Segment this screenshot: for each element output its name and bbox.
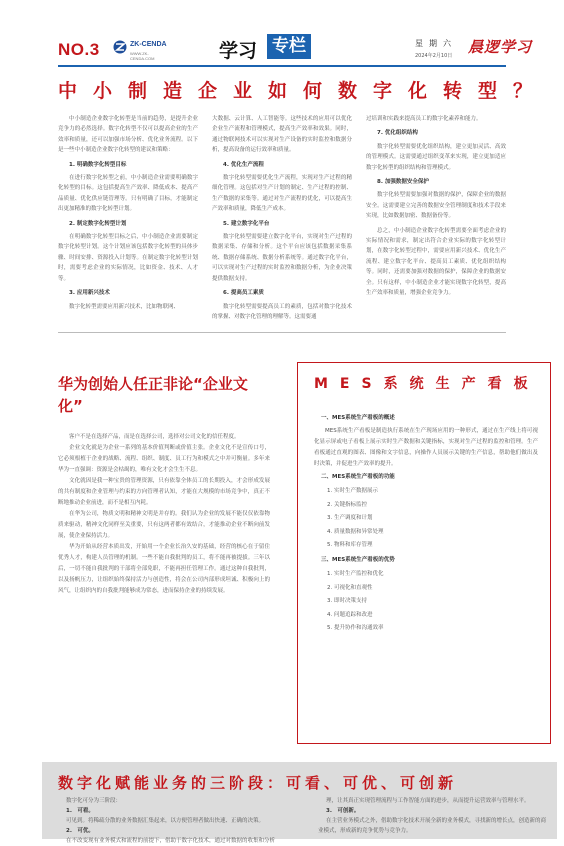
article3-body: [314, 411, 538, 636]
paragraph: 数字化转型需要应用新兴技术，比如物联网、: [69, 303, 180, 310]
list-item: 1. 实时生产监控和优化: [327, 570, 384, 577]
paragraph: 数字化可分为三阶段：: [66, 798, 122, 804]
masthead: [0, 0, 564, 66]
mes-article-box: [297, 362, 551, 744]
article2-body: [58, 432, 270, 750]
section-divider: [58, 332, 506, 333]
article3-title: MES系统生产看板: [314, 376, 540, 392]
brand-title: 晨逻学习: [468, 38, 533, 56]
paragraph: 数字化转型需要建立数字化平台，实现对生产过程的数据采集、存储和分析。这个平台应该包括数据采集系统、数据存储系统、数据分析系统等。通过数字化平台，可以实现对生产过程的实时监控和数据分析，为企业决策提供数据支持。: [212, 234, 352, 282]
list-item: 4. 质量数据和异常处理: [327, 528, 384, 535]
list-item: 2. 关键指标监控: [327, 501, 367, 508]
list-item: 2. 可视化和直观性: [327, 584, 373, 591]
section-heading: 6. 提高员工素质: [223, 290, 264, 297]
list-item: 5. 提升协作和沟通效率: [327, 625, 384, 632]
paragraph: 中小制造企业数字化转型是当前的趋势，是提升企业竞争力的必然选择。数字化转型不仅可以提高企业的生产效率和质量，还可以加强市场分析、优化业务流程。以下是一些中小制造企业数字化转型的建议和策略：: [58, 116, 198, 154]
list-item: 3. 即时决策支持: [327, 598, 367, 605]
paragraph: MES系统生产看板是制造执行系统在生产现场应用的一种形式，通过在生产线上将可视化显示屏或电子看板上展示实时生产数据和关键指标，实现对生产过程的监控和管理。生产看板通过直观的图表、图像和文字信息，向操作人员展示关键的生产信息，帮助他们做出及时决策，并促进生产效率的提升。: [314, 428, 538, 467]
paragraph: 大数据、云计算、人工智能等。这些技术的应用可以优化企业生产流程和管理模式，提高生产效率和效果。同时，通过物联网技术可以实现对生产设备的实时监控和数据分析，提高设备的运行效率和质量。: [212, 116, 352, 154]
section-heading: 7. 优化组织结构: [377, 130, 418, 137]
paragraph: 数字化转型需要优化生产流程，实现对生产过程的精细化管理。这包括对生产计划的制定、生产过程的控制、生产数据的采集等。通过对生产流程的优化，可以提高生产效率和质量，降低生产成本。: [212, 175, 352, 213]
section-heading: 1. 明确数字化转型目标: [69, 161, 127, 168]
article4-column-2: [318, 796, 548, 839]
article4-body: [58, 796, 548, 844]
paragraph: 企业文化就是为企业一系列的基本价值判断或价值主张。企业文化不是宣传口号，它必须根植于企业的战略、流程、组织、制度、员工行为和模式之中并可衡量。多年来华为一直强调：资源是会枯竭的，唯有文化才会生生不息。: [58, 445, 270, 473]
article4-title: 数字化赋能业务的三阶段：可看、可优、可创新: [58, 774, 458, 792]
masthead-rule: [58, 65, 506, 67]
article4-column-1: [58, 796, 288, 844]
list-item: 1. 实时生产数据展示: [327, 488, 378, 494]
issue-number: NO.3: [58, 40, 100, 59]
article1-column-1: [58, 114, 198, 322]
column-title: 学习: [219, 40, 258, 62]
weekday: 星期六: [415, 39, 457, 48]
paragraph: 数字化转型需要优化组织结构，建立更加灵活、高效的管理模式。这需要通过组织变革来实现，建立更加适应数字化转型的组织结构和管理模式。: [366, 143, 506, 171]
column-tag: 专栏: [267, 34, 311, 59]
article1-column-2: [212, 114, 352, 322]
paragraph: 华为开始从经营本质出发，开始用一个企业长治久安的基础，经营的核心在于留住优秀人才，构建人员管理的机制。一些不能自我批判的员工，将不能再被提拔。三年以后，一切不能自我批判的干部将全部免职，不能再担任管理工作。通过这种自我批判，以及扬帆压力，让组织始终保持活力与创造性，将会在公司内部形成坦诚、积极向上的风气，让组织内的自我批判能够成为常态，进而保持企业的持续发展。: [58, 544, 270, 594]
paragraph: 在华为公司，物质文明和精神文明是并存的。我们认为企业的发展不能仅仅依靠物质来驱动，精神文化同样至关重要，只有这两者都有效结合，才能推动企业不断向前发展，使企业保持活力。: [58, 511, 270, 539]
section-heading: 4. 优化生产流程: [223, 161, 264, 168]
section-heading: 3. 可创新。: [326, 808, 360, 814]
section-heading: 2. 制定数字化转型计划: [69, 220, 127, 227]
list-item: 5. 物料和库存管理: [327, 542, 373, 549]
paragraph: 可见到。将稀疏分散的业务数据汇集起来，以方便管理者做出快速、正确的决策。: [66, 818, 265, 824]
issue-date: 2024年2月10日: [415, 53, 453, 59]
article1-column-3: [366, 114, 506, 322]
section-heading: 二、MES系统生产看板的功能: [321, 474, 395, 480]
paragraph: 在进行数字化转型之前，中小制造企业需要明确数字化转型的目标。这包括提高生产效率、降低成本、提高产品质量、优化供应链管理等。只有明确了目标，才能制定出更加精准的数字化转型计划。: [58, 175, 198, 213]
section-heading: 1. 可看。: [66, 808, 94, 814]
logo-name: ZK-CENDA: [130, 41, 167, 48]
paragraph: 理，让其真正实现管理流程与工作智能方面的进步，从而提升运营效率与管理水平。: [326, 798, 530, 804]
article2-title: 华为创始人任正非论“企业文化”: [58, 375, 248, 415]
section-heading: 5. 建立数字化平台: [223, 220, 270, 227]
paragraph: 在主营业务模式之外，借助数字化技术开展全新的业务模式，寻找新的增长点，创造新的商业模式，形成新的竞争优势与竞争力。: [318, 818, 547, 834]
section-heading: 2. 可优。: [66, 828, 94, 834]
paragraph: 数字化转型需要加强对数据的保护，保障企业的数据安全。这需要建立完善的数据安全管理制度和技术手段来实现，比如数据加密、数据备份等。: [366, 192, 506, 220]
section-heading: 三、MES系统生产看板的优势: [321, 556, 395, 563]
paragraph: 过培训和实践来提高员工的数字化素养和能力。: [366, 116, 482, 122]
article1-title: 中小制造企业如何数字化转型？: [58, 80, 549, 102]
functions-list: [314, 485, 538, 553]
list-item: 4. 问题追踪和改进: [327, 611, 373, 618]
company-logo: [113, 40, 173, 60]
list-item: 3. 生产调度和计划: [327, 515, 373, 522]
paragraph: 在不改变现有业务模式和流程的前提下，借助于数字化技术，通过对数据的收集和分析: [66, 838, 276, 844]
advantages-list: [314, 568, 538, 636]
paragraph: 客户不是在选择产品，而是在选择公司，选择对公司文化的信任程度。: [69, 434, 240, 440]
paragraph: 总之，中小制造企业数字化转型需要全面考虑企业的实际情况和需求，制定出符合企业实际的数字化转型计划，在数字化转型过程中，需要应用新兴技术、优化生产流程、建立数字化平台、提高员工素质、优化组织结构等。同时，还需要加强对数据的保护，保障企业的数据安全。只有这样，中小制造企业才能实现数字化转型，提高生产效率和质量，增强企业竞争力。: [366, 227, 506, 297]
section-heading: 8. 加强数据安全保护: [377, 179, 429, 186]
logo-mark-icon: [113, 40, 127, 54]
section-heading: 一、MES系统生产看板的概述: [321, 415, 395, 421]
paragraph: 在明确数字化转型目标之后，中小制造企业需要制定数字化转型计划。这个计划应该包括数字化转型的具体步骤、时间安排、资源投入计划等。在制定数字化转型计划时，需要考虑企业的实际情况，比如资金、技术、人才等。: [58, 234, 198, 282]
paragraph: 文化就因是我一种宝贵的管理资源，只有依靠全体员工的长期投入，才会形成发展的共有制度和企业管理与约束的方向管理者认知，才能在大规模的市场竞争中，真正不断地推动企业前进，而不是相互内耗。: [58, 478, 270, 506]
paragraph: 数字化转型需要提高员工的素质，包括对数字化技术的掌握、对数字化管理的理解等。这需要通: [212, 303, 352, 320]
logo-site: WWW.ZK-CENDA.COM: [130, 51, 155, 61]
section-heading: 3. 应用新兴技术: [69, 290, 110, 297]
article1-body: [58, 114, 506, 322]
